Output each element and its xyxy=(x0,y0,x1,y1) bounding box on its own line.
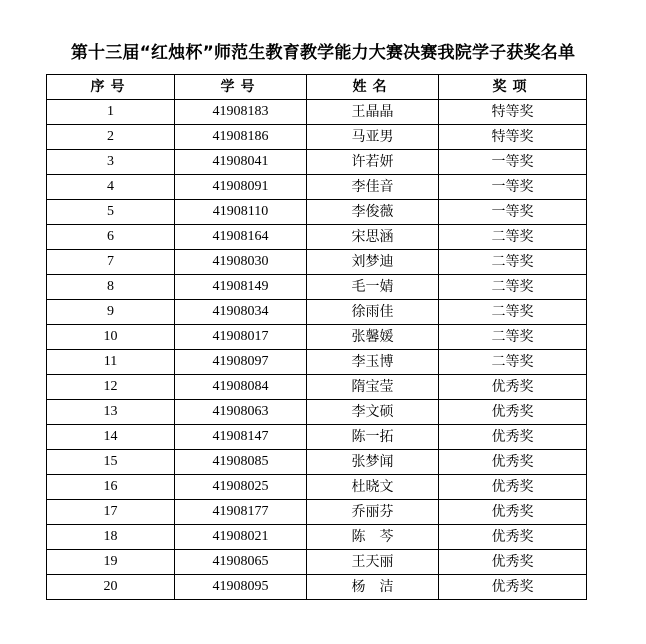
cell-student-id: 41908025 xyxy=(175,475,307,500)
table-body xyxy=(47,100,587,600)
cell-award: 一等奖 xyxy=(439,150,587,175)
cell-student-id: 41908065 xyxy=(175,550,307,575)
cell-student-id: 41908097 xyxy=(175,350,307,375)
cell-name: 乔丽芬 xyxy=(307,500,439,525)
cell-student-id: 41908095 xyxy=(175,575,307,600)
cell-name: 隋宝莹 xyxy=(307,375,439,400)
cell-seq: 6 xyxy=(47,225,175,250)
cell-student-id: 41908084 xyxy=(175,375,307,400)
table-row xyxy=(47,100,587,125)
cell-name: 张梦闻 xyxy=(307,450,439,475)
cell-award: 一等奖 xyxy=(439,200,587,225)
cell-name: 毛一婧 xyxy=(307,275,439,300)
cell-name: 陈 芩 xyxy=(307,525,439,550)
table-row xyxy=(47,175,587,200)
cell-name: 宋思涵 xyxy=(307,225,439,250)
table-row xyxy=(47,525,587,550)
cell-student-id: 41908183 xyxy=(175,100,307,125)
cell-award: 二等奖 xyxy=(439,225,587,250)
cell-name: 马亚男 xyxy=(307,125,439,150)
cell-seq: 19 xyxy=(47,550,175,575)
table-row xyxy=(47,475,587,500)
cell-student-id: 41908063 xyxy=(175,400,307,425)
cell-student-id: 41908034 xyxy=(175,300,307,325)
cell-student-id: 41908021 xyxy=(175,525,307,550)
table-row xyxy=(47,500,587,525)
table-row xyxy=(47,400,587,425)
cell-award: 一等奖 xyxy=(439,175,587,200)
cell-seq: 2 xyxy=(47,125,175,150)
table-row xyxy=(47,250,587,275)
cell-seq: 3 xyxy=(47,150,175,175)
cell-student-id: 41908186 xyxy=(175,125,307,150)
cell-student-id: 41908164 xyxy=(175,225,307,250)
cell-seq: 15 xyxy=(47,450,175,475)
cell-name: 李俊薇 xyxy=(307,200,439,225)
cell-student-id: 41908085 xyxy=(175,450,307,475)
cell-student-id: 41908017 xyxy=(175,325,307,350)
cell-award: 二等奖 xyxy=(439,300,587,325)
cell-award: 二等奖 xyxy=(439,350,587,375)
cell-award: 优秀奖 xyxy=(439,475,587,500)
cell-award: 优秀奖 xyxy=(439,425,587,450)
document-title: 第十三届“红烛杯”师范生教育教学能力大赛决赛我院学子获奖名单 xyxy=(70,43,576,63)
cell-award: 二等奖 xyxy=(439,325,587,350)
cell-seq: 14 xyxy=(47,425,175,450)
cell-name: 张馨媛 xyxy=(307,325,439,350)
cell-award: 优秀奖 xyxy=(439,500,587,525)
table-header-row xyxy=(47,75,587,100)
header-student-id: 学号 xyxy=(175,75,307,100)
cell-award: 特等奖 xyxy=(439,100,587,125)
cell-name: 陈一拓 xyxy=(307,425,439,450)
cell-seq: 17 xyxy=(47,500,175,525)
table-row xyxy=(47,225,587,250)
cell-award: 二等奖 xyxy=(439,275,587,300)
table-row xyxy=(47,350,587,375)
table-row xyxy=(47,200,587,225)
cell-seq: 13 xyxy=(47,400,175,425)
cell-seq: 18 xyxy=(47,525,175,550)
cell-seq: 4 xyxy=(47,175,175,200)
cell-student-id: 41908091 xyxy=(175,175,307,200)
cell-seq: 7 xyxy=(47,250,175,275)
cell-name: 王晶晶 xyxy=(307,100,439,125)
cell-name: 李玉博 xyxy=(307,350,439,375)
cell-student-id: 41908030 xyxy=(175,250,307,275)
cell-award: 优秀奖 xyxy=(439,525,587,550)
cell-name: 杨 洁 xyxy=(307,575,439,600)
cell-seq: 9 xyxy=(47,300,175,325)
cell-award: 特等奖 xyxy=(439,125,587,150)
header-award: 奖项 xyxy=(439,75,587,100)
cell-student-id: 41908147 xyxy=(175,425,307,450)
cell-award: 优秀奖 xyxy=(439,575,587,600)
cell-student-id: 41908110 xyxy=(175,200,307,225)
table-row xyxy=(47,375,587,400)
cell-seq: 16 xyxy=(47,475,175,500)
cell-seq: 8 xyxy=(47,275,175,300)
table-row xyxy=(47,575,587,600)
table-row xyxy=(47,275,587,300)
cell-award: 优秀奖 xyxy=(439,400,587,425)
cell-seq: 11 xyxy=(47,350,175,375)
cell-student-id: 41908041 xyxy=(175,150,307,175)
cell-name: 王天丽 xyxy=(307,550,439,575)
cell-seq: 20 xyxy=(47,575,175,600)
cell-award: 二等奖 xyxy=(439,250,587,275)
cell-student-id: 41908149 xyxy=(175,275,307,300)
cell-seq: 10 xyxy=(47,325,175,350)
cell-name: 李佳音 xyxy=(307,175,439,200)
cell-award: 优秀奖 xyxy=(439,375,587,400)
cell-seq: 12 xyxy=(47,375,175,400)
header-name: 姓名 xyxy=(307,75,439,100)
table-row xyxy=(47,300,587,325)
cell-award: 优秀奖 xyxy=(439,450,587,475)
cell-name: 杜晓文 xyxy=(307,475,439,500)
cell-seq: 5 xyxy=(47,200,175,225)
cell-name: 徐雨佳 xyxy=(307,300,439,325)
cell-award: 优秀奖 xyxy=(439,550,587,575)
table-row xyxy=(47,325,587,350)
table-row xyxy=(47,550,587,575)
table-row xyxy=(47,150,587,175)
cell-seq: 1 xyxy=(47,100,175,125)
cell-student-id: 41908177 xyxy=(175,500,307,525)
table-row xyxy=(47,125,587,150)
header-seq: 序号 xyxy=(47,75,175,100)
table-row xyxy=(47,425,587,450)
table-row xyxy=(47,450,587,475)
award-table xyxy=(46,74,587,600)
cell-name: 刘梦迪 xyxy=(307,250,439,275)
cell-name: 许若妍 xyxy=(307,150,439,175)
cell-name: 李文硕 xyxy=(307,400,439,425)
